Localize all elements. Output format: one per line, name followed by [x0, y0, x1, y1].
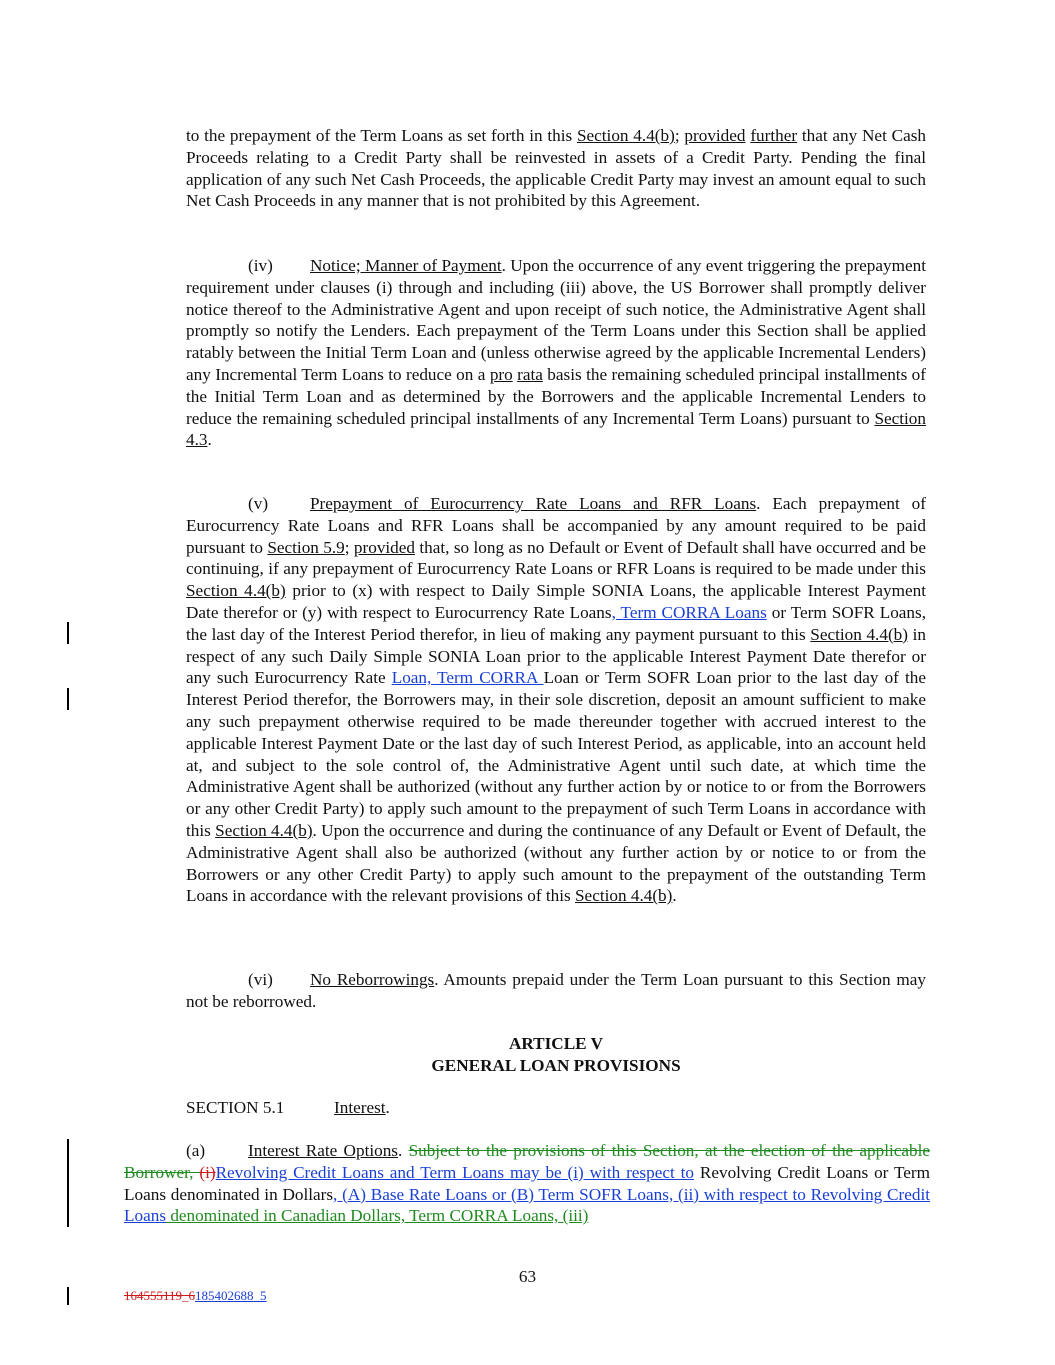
inserted-text: Loan, Term CORRA: [391, 668, 544, 688]
emphasis-provided: provided: [684, 126, 746, 145]
text: .: [398, 1141, 409, 1160]
article-subtitle: GENERAL LOAN PROVISIONS: [431, 1056, 681, 1075]
change-bar: [67, 622, 69, 644]
section-reference: Section 4.4(b): [215, 820, 313, 840]
inserted-text: , Term CORRA Loans: [611, 602, 767, 622]
text: Loan or Term SOFR Loan prior to the last day of the Interest Period therefor, the Borrowers may, in their sole discretion, deposit an amount sufficient to make any such prepayment otherwise required to be made thereunder together with accrued interest to the applicable Interest Payment Date or the last day of such Interest Period, as applicable, into an account held at, and subject to the sole control of, the Administrative Agent until such date, at which time the Administrative Agent shall be authorized (without any further action by or notice to or from the Borrowers or any other Credit Party) to apply such amount to the prepayment of such Term Loans in accordance with this: [186, 668, 926, 840]
clause-heading: Interest Rate Options: [248, 1141, 398, 1160]
paragraph-v: [186, 493, 926, 907]
text: to the prepayment of the Term Loans as set forth in this: [186, 126, 577, 145]
text: Revolving Credit Loans or Term Loans denominated in Dollars: [124, 1162, 930, 1204]
deleted-text: Subject to the provisions of this Section, at the election of the applicable Borrower,: [124, 1141, 931, 1182]
inserted-text: Revolving Credit Loans and Term Loans may be (i) with respect to: [215, 1162, 694, 1182]
section-reference: Section 4.3: [186, 408, 926, 450]
text: ;: [674, 126, 685, 145]
emphasis-rata: rata: [517, 364, 543, 384]
deleted-doc-id: 164555119_6: [124, 1288, 196, 1303]
text: .: [207, 430, 212, 450]
text: .: [385, 1098, 390, 1117]
text: ;: [344, 537, 354, 557]
paragraph-continuation: [186, 125, 926, 212]
emphasis-further: further: [750, 126, 798, 145]
clause-number: (v): [248, 494, 269, 513]
change-bar: [67, 1139, 69, 1227]
change-bar: [67, 1287, 69, 1305]
inserted-text: denominated in Canadian Dollars, Term CORRA Loans, (iii): [166, 1206, 589, 1226]
deleted-text: (i): [199, 1162, 216, 1182]
text: basis the remaining scheduled principal installments of the Initial Term Loan and as determined by the Borrowers and the applicable Incremental Lenders to reduce the remaining scheduled principal installments of any Incremental Term Loans) pursuant to: [186, 364, 926, 428]
section-reference: Section 4.4(b): [576, 126, 675, 145]
document-id-footer: [124, 1288, 267, 1304]
emphasis-provided: provided: [353, 537, 416, 557]
clause-heading: Prepayment of Eurocurrency Rate Loans and RFR Loans: [310, 494, 757, 513]
section-reference: Section 4.4(b): [575, 886, 673, 906]
section-reference: Section 4.4(b): [810, 624, 908, 644]
clause-number: (iv): [248, 256, 273, 275]
clause-heading: Notice; Manner of Payment: [310, 256, 502, 275]
text: . Amounts prepaid under the Term Loan pursuant to this Section may not be reborrowed.: [186, 970, 926, 1011]
text: .: [672, 886, 677, 906]
text: that, so long as no Default or Event of Default shall have occurred and be continuing, if any prepayment of Eurocurrency Rate Loans or RFR Loans is required to be made under this: [186, 537, 926, 579]
text: . Each prepayment of Eurocurrency Rate Loans and RFR Loans shall be accompanied by any amount required to be paid pursuant to: [186, 494, 926, 557]
text: . Upon the occurrence of any event triggering the prepayment requirement under clauses (i) through and including (iii) above, the US Borrower shall promptly deliver notice thereof to the Administrative Agent and upon receipt of such notice, the Administrative Agent shall promptly so notify the Lenders. Each prepayment of the Term Loans under this Section shall be applied ratably between the Initial Term Loan and (unless otherwise agreed by the applicable Incremental Lenders) any Incremental Term Loans to reduce on a: [186, 256, 926, 384]
inserted-text: , (A) Base Rate Loans or (B) Term SOFR Loans, (ii) with respect to Revolving Credit Loans: [124, 1184, 930, 1226]
clause-heading: No Reborrowings: [310, 970, 435, 989]
text: or Term SOFR Loans, the last day of the Interest Period therefor, in lieu of making any payment pursuant to this: [186, 602, 926, 644]
text: . Upon the occurrence and during the continuance of any Default or Event of Default, the Administrative Agent shall also be authorized (without any further action by or notice to or from the Borrowers or any other Credit Party) to apply such amount to the prepayment of the outstanding Term Loans in accordance with the relevant provisions of this: [186, 820, 926, 906]
change-bar: [67, 688, 69, 710]
section-5-1-heading: [186, 1097, 926, 1119]
text: prior to (x) with respect to Daily Simple SONIA Loans, the applicable Interest Payment Date therefor or (y) with respect to Eurocurrency Rate Loans: [186, 581, 926, 622]
section-heading: Interest: [334, 1098, 386, 1117]
text: that any Net Cash Proceeds relating to a Credit Party shall be reinvested in assets of a Credit Party. Pending the final application of any such Net Cash Proceeds, the applicable Credit Party may invest an amount equal to such Net Cash Proceeds in any manner that is not prohibited by this Agreement.: [186, 126, 926, 211]
paragraph-iv: [186, 255, 926, 451]
paragraph-a: [124, 1140, 930, 1227]
clause-number: (a): [186, 1141, 206, 1160]
emphasis-pro: pro: [489, 364, 513, 384]
paragraph-vi: [186, 969, 926, 1013]
article-title: ARTICLE V: [508, 1034, 604, 1053]
section-reference: Section 5.9: [267, 537, 345, 557]
section-reference: Section 4.4(b): [186, 581, 286, 601]
text: in respect of any such Daily Simple SONIA Loan prior to the applicable Interest Payment Date therefor or any such Eurocurrency Rate: [186, 624, 926, 688]
page-number: 63: [518, 1267, 537, 1286]
section-number: SECTION 5.1: [186, 1098, 285, 1117]
clause-number: (vi): [248, 970, 273, 989]
inserted-doc-id: 185402688_5: [195, 1288, 267, 1303]
